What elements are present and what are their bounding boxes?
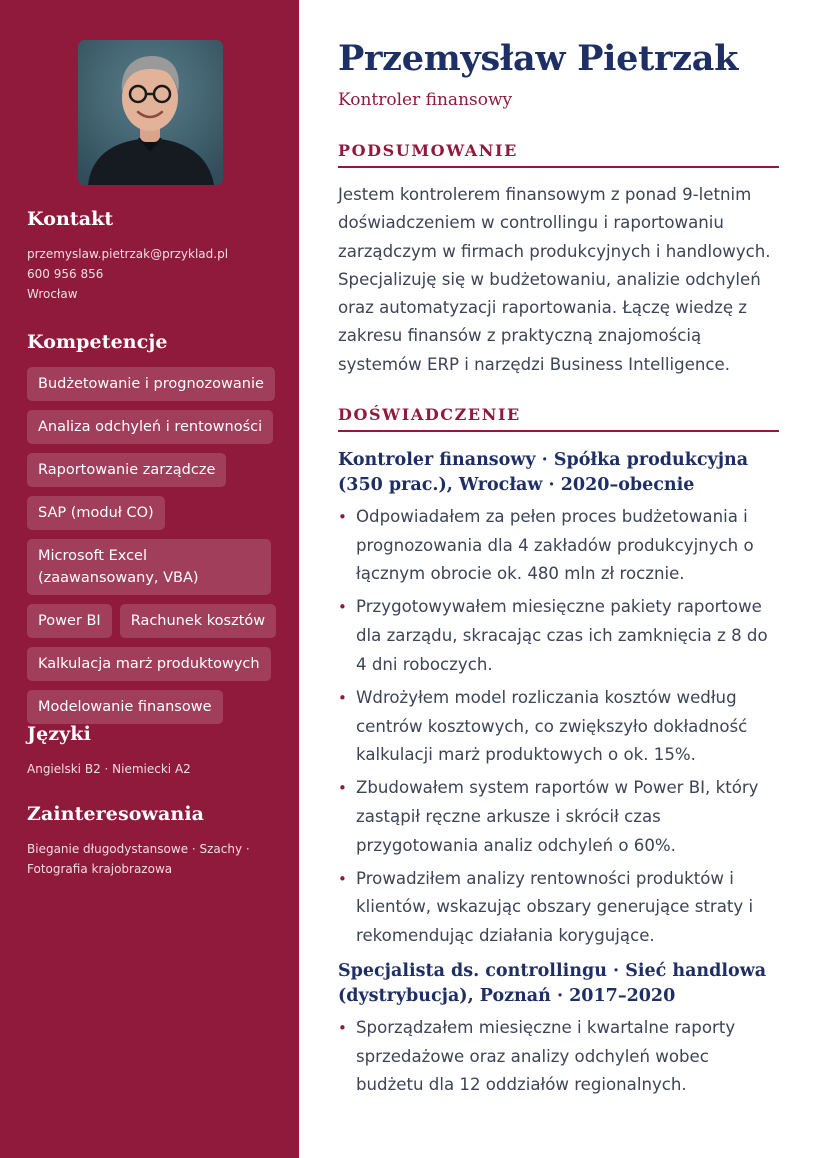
list-item <box>338 1014 780 1100</box>
job-title: Specjalista ds. controllingu · Sieć handlowa (dystrybucja), Poznań · 2017–2020 <box>338 961 767 1006</box>
bullet-icon: • <box>338 688 347 707</box>
bullet-icon: • <box>338 598 347 617</box>
bullet-text: Wdrożyłem model rozliczania kosztów według centrów kosztowych, co zwiększyło dokładność kalkulacji marż produktowych o ok. 15%. <box>356 687 748 765</box>
skill-chip: Rachunek kosztów <box>120 604 276 638</box>
bullet-icon: • <box>338 1019 347 1037</box>
interests-heading: Zainteresowania <box>27 803 205 825</box>
candidate-name: Przemysław Pietrzak <box>338 38 739 79</box>
languages-text: Angielski B2 · Niemiecki A2 <box>27 762 191 776</box>
contact-list <box>27 244 228 304</box>
skill-chip: Budżetowanie i prognozowanie <box>27 367 275 401</box>
languages-heading: Języki <box>27 723 91 745</box>
sidebar <box>0 0 299 1158</box>
bullet-icon: • <box>338 779 347 798</box>
bullet-text: Sporządzałem miesięczne i kwartalne raporty sprzedażowe oraz analizy odchyleń wobec budżetu dla 12 oddziałów regionalnych. <box>356 1018 736 1095</box>
candidate-title: Kontroler finansowy <box>338 90 513 110</box>
bullet-text: Odpowiadałem za pełen proces budżetowania i prognozowania dla 4 zakładów produkcyjnych o łącznym obrocie ok. 480 mln zł rocznie. <box>356 507 754 584</box>
skills-heading: Kompetencje <box>27 331 168 353</box>
bullet-text: Prowadziłem analizy rentowności produktów i klientów, wskazując obszary generujące straty i rekomendując działania korygujące. <box>356 868 754 946</box>
profile-photo <box>78 40 223 185</box>
skill-chip: Analiza odchyleń i rentowności <box>27 410 273 444</box>
bullet-text: Przygotowywałem miesięczne pakiety raportowe dla zarządu, skracając czas ich zamknięcia z 8 do 4 dni roboczych. <box>356 597 768 674</box>
list-item <box>338 774 780 860</box>
job-bullets <box>338 503 780 955</box>
bullet-text: Zbudowałem system raportów w Power BI, który zastąpił ręczne arkusze i skrócił czas przygotowania analiz odchyleń o 60%. <box>356 778 759 855</box>
contact-heading: Kontakt <box>27 208 114 230</box>
list-item <box>338 865 780 951</box>
list-item <box>338 684 780 770</box>
summary-heading: PODSUMOWANIE <box>338 141 779 168</box>
interests-text: Bieganie długodystansowe · Szachy · Fotografia krajobrazowa <box>27 842 250 876</box>
skill-chip: Power BI <box>27 604 112 638</box>
skill-chip: Raportowanie zarządcze <box>27 453 226 487</box>
contact-email[interactable]: przemyslaw.pietrzak@przyklad.pl <box>27 247 229 261</box>
skill-chip: SAP (moduł CO) <box>27 496 165 530</box>
job-title: Kontroler finansowy · Spółka produkcyjna (350 prac.), Wrocław · 2020–obecnie <box>338 450 749 495</box>
summary-text: Jestem kontrolerem finansowym z ponad 9-letnim doświadczeniem w controllingu i raportowaniu zarządczym w firmach produkcyjnych i handlowych. Specjalizuję się w budżetowaniu, analizie odchyleń oraz automatyzacji raportowania. Łączę wiedzę z zakresu finansów z praktyczną znajomością systemów ERP i narzędzi Business Intelligence. <box>338 185 771 374</box>
skill-chip: Microsoft Excel (zaawansowany, VBA) <box>27 539 271 595</box>
bullet-icon: • <box>338 508 347 526</box>
contact-phone[interactable]: 600 956 856 <box>27 267 104 281</box>
experience-heading: DOŚWIADCZENIE <box>338 405 779 432</box>
job-bullets <box>338 1014 780 1104</box>
list-item <box>338 503 780 589</box>
skill-chip: Kalkulacja marż produktowych <box>27 647 271 681</box>
bullet-icon: • <box>338 869 347 888</box>
skill-chip: Modelowanie finansowe <box>27 690 223 724</box>
list-item <box>338 593 780 679</box>
skills-list <box>27 367 277 724</box>
contact-city: Wrocław <box>27 287 78 301</box>
